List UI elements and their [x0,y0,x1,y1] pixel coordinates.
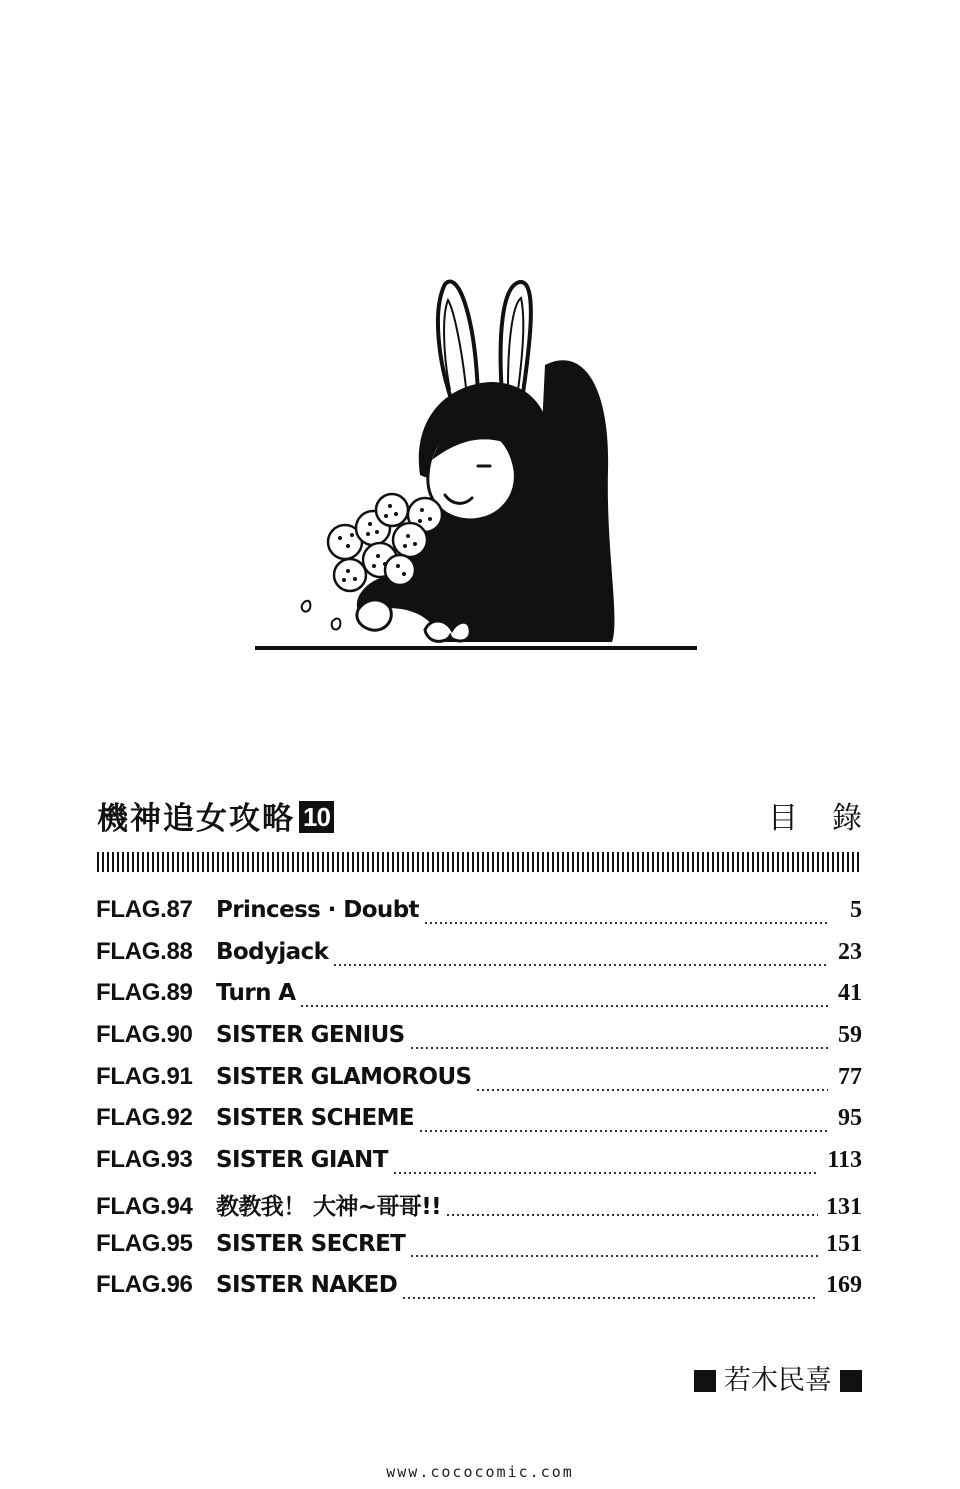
toc-title: SISTER SCHEME [216,1105,415,1132]
toc-row [96,1271,862,1313]
toc-leader-dots [403,1297,818,1299]
toc-flag: FLAG.93 [96,1146,193,1174]
toc-page-number: 169 [826,1272,862,1299]
toc-title: SISTER NAKED [216,1272,398,1299]
toc-leader-dots [394,1172,820,1174]
toc-title: SISTER GIANT [216,1147,388,1174]
toc-row [96,1021,862,1063]
toc-title: Princess · Doubt [216,897,419,923]
toc-title: 教教我！ 大神~哥哥!! [216,1193,442,1220]
toc-leader-dots [477,1089,828,1091]
toc-flag: FLAG.88 [96,937,193,965]
toc-row [96,1230,862,1272]
toc-page-number: 5 [850,897,862,923]
toc-title: SISTER GLAMOROUS [216,1063,472,1090]
ground-line [255,646,697,650]
contents-label: 目錄 [768,801,896,836]
toc-page-number: 151 [826,1230,862,1257]
toc-flag: FLAG.90 [96,1021,193,1049]
barcode-divider [97,852,862,872]
toc-row [96,1188,862,1230]
petal-shape [302,601,311,612]
toc-leader-dots [420,1130,828,1132]
toc-leader-dots [425,922,828,924]
toc-flag: FLAG.96 [96,1271,193,1299]
toc-title: SISTER GENIUS [216,1022,405,1049]
toc-header [97,796,896,846]
bunny-girl-bouquet-illustration [240,270,710,660]
black-square-icon [694,1370,716,1392]
right-ear-shape [501,282,531,400]
toc-leader-dots [411,1047,828,1049]
toc-flag: FLAG.89 [96,979,193,1007]
toc-flag: FLAG.91 [96,1062,193,1090]
toc-leader-dots [411,1255,818,1257]
hand-shape [357,600,391,630]
toc-title: SISTER SECRET [216,1230,406,1257]
toc-leader-dots [447,1214,818,1216]
author-name: 若木民喜 [724,1365,832,1396]
toc-row [96,1104,862,1146]
toc-flag: FLAG.92 [96,1104,193,1132]
toc-row [96,1063,862,1105]
site-watermark: www.cococomic.com [386,1463,574,1481]
volume-number-badge: 10 [299,801,334,833]
toc-page-number: 59 [838,1022,862,1049]
book-title-text: 機神追女攻略 [97,801,295,837]
toc-row [96,896,862,938]
book-title [97,796,334,842]
toc-row [96,979,862,1021]
toc-page-number: 23 [838,938,862,965]
toc-flag: FLAG.87 [96,896,193,923]
toc-title: Bodyjack [216,938,329,965]
toc-title: Turn A [216,980,296,1007]
toc-row [96,1146,862,1188]
bow-shape [425,621,470,641]
toc-page-number: 131 [826,1193,862,1220]
toc-page-number: 95 [838,1105,862,1132]
toc-page-number: 77 [838,1063,862,1090]
black-square-icon [840,1370,862,1392]
toc-row [96,938,862,980]
toc-flag: FLAG.94 [96,1192,193,1220]
toc-page-number: 41 [838,980,862,1007]
toc-page-number: 113 [827,1147,862,1174]
toc-flag: FLAG.95 [96,1229,193,1257]
toc-leader-dots [301,1005,828,1007]
table-of-contents [96,896,862,1313]
author-credit [686,1361,862,1401]
toc-leader-dots [334,964,828,966]
